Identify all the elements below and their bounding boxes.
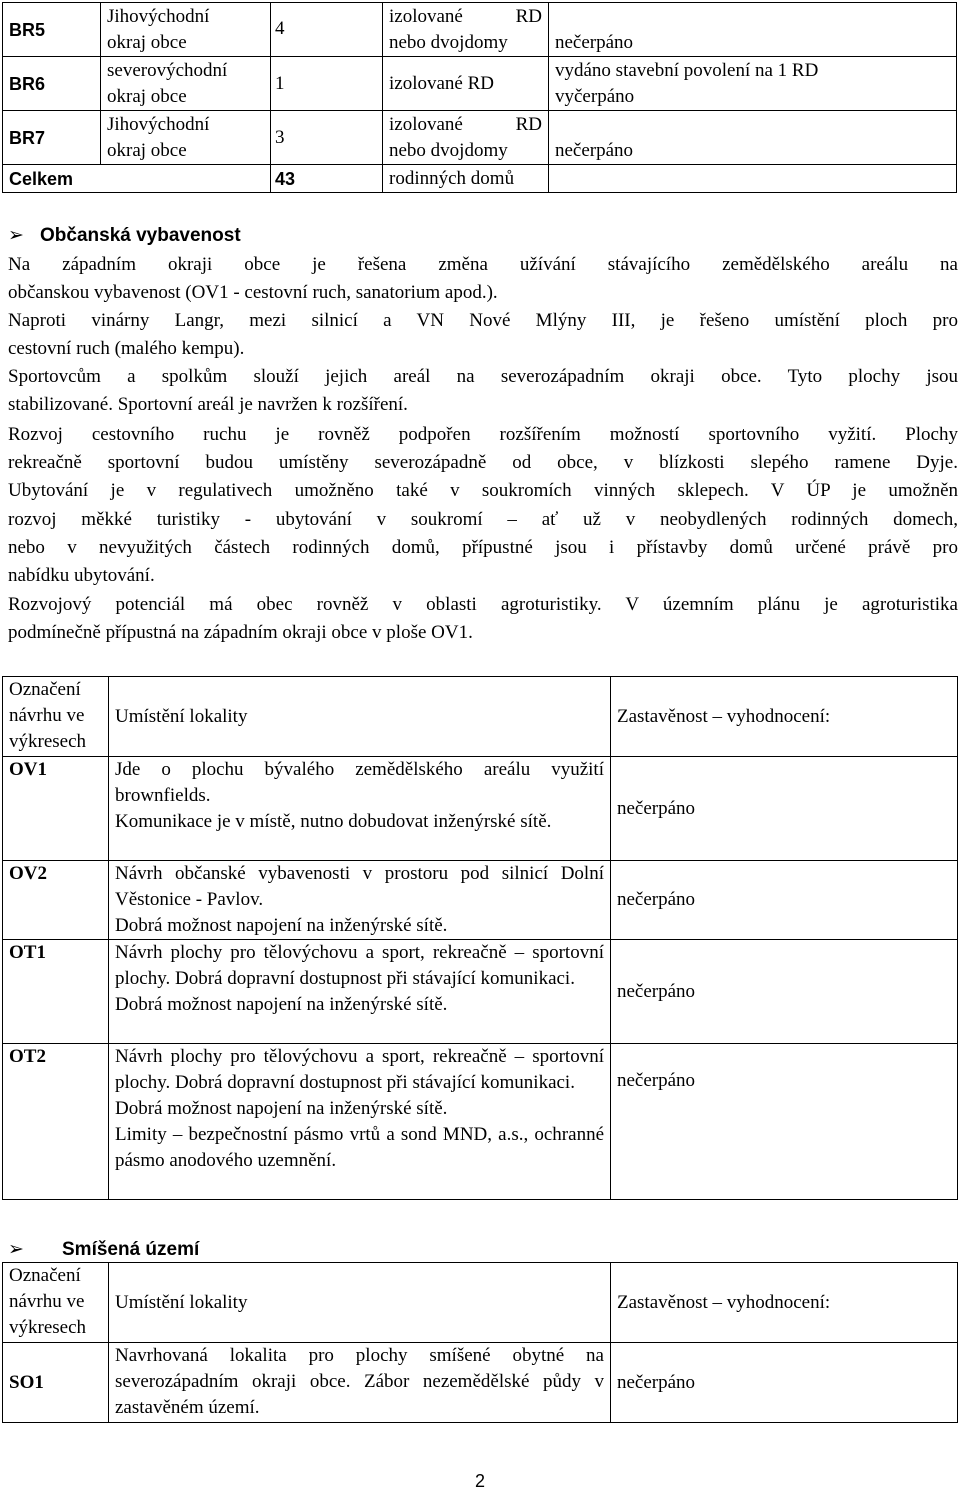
locality-code: OV2 (3, 861, 109, 940)
table-row (3, 940, 958, 1044)
arrow-bullet-icon: ➢ (8, 1238, 24, 1260)
locality-status: nečerpáno (611, 1343, 958, 1423)
section-heading-civic: ➢ Občanská vybavenost (8, 224, 241, 246)
housing-table (2, 2, 957, 193)
locality-code: OV1 (3, 757, 109, 861)
table-header-row (3, 1263, 958, 1343)
locality-status: nečerpáno (611, 757, 958, 861)
row-location: severovýchodní okraj obce (101, 57, 271, 111)
paragraph-line: Rozvojový potenciál má obec rovněž v oblasti agroturistiky. V územním plánu je agroturistika (8, 594, 958, 615)
locality-status: nečerpáno (611, 861, 958, 940)
total-label: Celkem (3, 165, 271, 193)
row-count: 4 (271, 3, 383, 57)
locality-code: OT2 (3, 1044, 109, 1200)
total-empty (549, 165, 957, 193)
row-status: nečerpáno (549, 3, 957, 57)
paragraph-line: rekreačně sportovní budou umístěny severozápadně od obce, v blízkosti slepého ramene Dyje. (8, 452, 958, 473)
paragraph-line: nebo v nevyužitých částech rodinných domů, přípustné jsou i přístavby domů určené právě pro (8, 537, 958, 558)
locality-description: Navrhovaná lokalita pro plochy smíšené obytné na severozápadním okraji obce. Zábor nezemědělské půdy v zastavěném území. (109, 1343, 611, 1423)
header-location: Umístění lokality (109, 677, 611, 757)
table-row (3, 111, 957, 165)
section-heading-mixed: ➢ Smíšená území (8, 1238, 200, 1260)
row-id: BR6 (3, 57, 101, 111)
row-type: izolované RD nebo dvojdomy (383, 3, 549, 57)
header-code: Označení návrhu ve výkresech (3, 677, 109, 757)
header-code: Označení návrhu ve výkresech (3, 1263, 109, 1343)
locality-description: Návrh občanské vybavenosti v prostoru pod silnicí Dolní Věstonice - Pavlov. Dobrá možnost napojení na inženýrské sítě. (109, 861, 611, 940)
row-count: 3 (271, 111, 383, 165)
table-row (3, 3, 957, 57)
locality-code: SO1 (3, 1343, 109, 1423)
civic-localities-table (2, 676, 958, 1200)
table-header-row (3, 677, 958, 757)
paragraph-line: rozvoj měkké turistiky - ubytování v soukromí – ať už v neobydlených rodinných domech, (8, 509, 958, 530)
total-count: 43 (271, 165, 383, 193)
arrow-bullet-icon: ➢ (8, 224, 24, 246)
total-unit: rodinných domů (383, 165, 549, 193)
locality-description: Jde o plochu bývalého zemědělského areálu využití brownfields. Komunikace je v místě, nutno dobudovat inženýrské sítě. (109, 757, 611, 861)
row-id: BR5 (3, 3, 101, 57)
paragraph-line: cestovní ruch (malého kempu). (8, 338, 245, 359)
paragraph-line: Na západním okraji obce je řešena změna užívání stávajícího zemědělského areálu na (8, 254, 958, 275)
locality-description: Návrh plochy pro tělovýchovu a sport, rekreačně – sportovní plochy. Dobrá dopravní dostupnost při stávající komunikaci. Dobrá možnost napojení na inženýrské sítě. (109, 940, 611, 1044)
table-row (3, 757, 958, 861)
table-row (3, 57, 957, 111)
paragraph-line: Sportovcům a spolkům slouží jejich areál na severozápadním okraji obce. Tyto plochy jsou (8, 366, 958, 387)
row-location: Jihovýchodní okraj obce (101, 3, 271, 57)
paragraph-line: nabídku ubytování. (8, 565, 155, 586)
paragraph-line: stabilizované. Sportovní areál je navržen k rozšíření. (8, 394, 408, 415)
table-total-row (3, 165, 957, 193)
paragraph-line: Ubytování je v regulativech umožněno také v soukromích vinných sklepech. V ÚP je umožněn (8, 480, 958, 501)
table-row (3, 861, 958, 940)
paragraph-line: Naproti vinárny Langr, mezi silnicí a VN Nové Mlýny III, je řešeno umístění ploch pro (8, 310, 958, 331)
paragraph-line: Rozvoj cestovního ruchu je rovněž podpořen rozšířením možností sportovního vyžití. Plochy (8, 424, 958, 445)
row-count: 1 (271, 57, 383, 111)
mixed-localities-table (2, 1262, 958, 1423)
row-status: nečerpáno (549, 111, 957, 165)
table-row (3, 1044, 958, 1200)
paragraph-line: podmínečně přípustná na západním okraji obce v ploše OV1. (8, 622, 473, 643)
locality-description: Návrh plochy pro tělovýchovu a sport, rekreačně – sportovní plochy. Dobrá dopravní dostupnost při stávající komunikaci. Dobrá možnost napojení na inženýrské sítě. Limity – bezpečnostní pásmo vrtů a sond MND, a.s., ochranné pásmo anodového uzemnění. (109, 1044, 611, 1200)
header-status: Zastavěnost – vyhodnocení: (611, 677, 958, 757)
table-row (3, 1343, 958, 1423)
paragraph-line: občanskou vybavenost (OV1 - cestovní ruch, sanatorium apod.). (8, 282, 498, 303)
row-status: vydáno stavební povolení na 1 RD vyčerpáno (549, 57, 957, 111)
row-type: izolované RD nebo dvojdomy (383, 111, 549, 165)
locality-code: OT1 (3, 940, 109, 1044)
row-type: izolované RD (383, 57, 549, 111)
locality-status: nečerpáno (611, 940, 958, 1044)
locality-status: nečerpáno (611, 1044, 958, 1200)
page-number: 2 (474, 1471, 485, 1491)
header-status: Zastavěnost – vyhodnocení: (611, 1263, 958, 1343)
header-location: Umístění lokality (109, 1263, 611, 1343)
row-location: Jihovýchodní okraj obce (101, 111, 271, 165)
row-id: BR7 (3, 111, 101, 165)
